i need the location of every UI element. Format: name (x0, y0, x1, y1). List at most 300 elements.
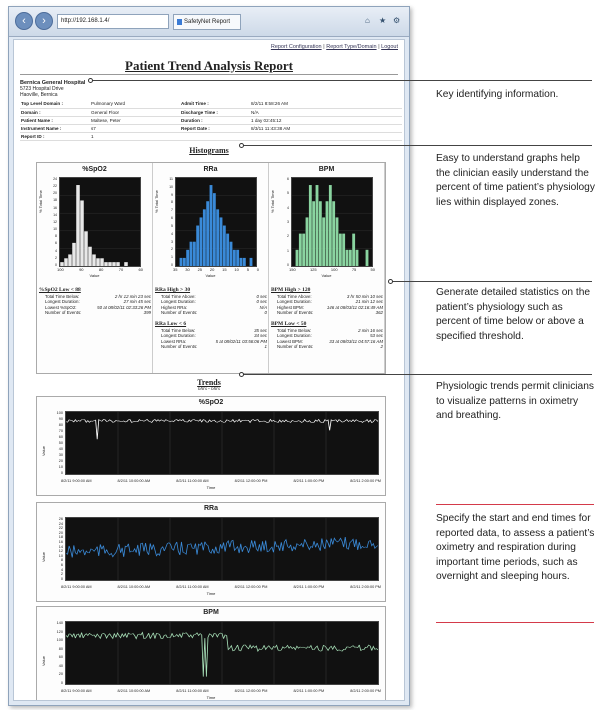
histogram-bar (329, 185, 332, 266)
address-bar[interactable]: http://192.168.1.4/ (57, 14, 169, 29)
stats-label: Total Time Below: (45, 294, 80, 299)
y-tick-label: 14 (58, 544, 63, 549)
y-tick-label: 1 (171, 255, 173, 260)
x-axis-label: Value (89, 273, 100, 278)
x-tick-label: 70 (118, 267, 124, 272)
x-tick-label: 8/2/11 1:00:00 PM (293, 689, 325, 693)
y-tick-label: 18 (58, 535, 63, 540)
info-label: Patient Name : (20, 116, 90, 124)
stats-heading: %SpO2 Low < 88 (39, 287, 81, 293)
trend-chart-rra (36, 502, 386, 602)
gear-icon[interactable]: ⚙ (393, 16, 401, 25)
histogram-bar (186, 250, 189, 266)
y-tick-label: 3 (287, 219, 289, 224)
y-tick-label: 4 (171, 231, 173, 236)
x-tick-labels (57, 267, 143, 272)
y-tick-label: 0 (287, 262, 289, 267)
callout-dot (88, 78, 93, 83)
info-label: Report ID : (20, 132, 90, 140)
x-tick-label: 25 (197, 267, 203, 272)
histogram-bar (356, 250, 359, 266)
x-tick-label: 8/2/11 12:00:00 PM (234, 479, 268, 483)
x-axis-label: Value (205, 273, 216, 278)
callout-line (243, 374, 592, 375)
info-row (20, 124, 402, 132)
x-tick-label: 8/2/11 12:00:00 PM (234, 689, 268, 693)
histogram-bar (206, 201, 209, 266)
histograms-panel (36, 162, 386, 374)
callout-dot (239, 372, 244, 377)
histograms-heading: Histograms (189, 146, 229, 155)
x-tick-label: 35 (173, 267, 178, 272)
y-tick-label: 4 (287, 205, 289, 210)
y-tick-label: 16 (58, 540, 63, 545)
info-row (20, 108, 402, 116)
stats-label: Number of Events: (161, 309, 198, 315)
stats-label: Total Time Above: (161, 294, 196, 299)
x-tick-label: 15 (222, 267, 227, 272)
stats-row (271, 344, 383, 349)
stats-heading: BPM Low < 50 (271, 321, 307, 327)
histogram-bar (108, 262, 112, 266)
y-tick-label: 2 (287, 234, 289, 239)
histogram-bar (352, 234, 355, 266)
stats-label: Highest RRa: (161, 304, 188, 310)
y-tick-label: 10 (58, 465, 63, 469)
y-tick-label: 80 (58, 646, 63, 651)
x-tick-label: 0 (256, 267, 259, 272)
x-tick-labels (289, 267, 375, 272)
y-tick-label: 20 (58, 459, 63, 463)
y-tick-label: 8 (55, 234, 57, 239)
histogram-bar (230, 242, 233, 266)
info-value (250, 132, 402, 140)
y-tick-label: 5 (287, 191, 289, 196)
histogram-title: BPM (318, 166, 335, 173)
trend-chart-bpm (36, 606, 386, 701)
stats-label: Number of Events: (161, 343, 198, 349)
histogram-bar (326, 201, 329, 266)
histogram-bar (216, 209, 219, 266)
x-tick-labels (61, 479, 381, 483)
y-tick-labels (51, 517, 63, 581)
histogram-bar (223, 226, 226, 266)
stats-label: Longest Duration: (277, 299, 312, 305)
histogram-bar (319, 201, 322, 266)
x-tick-label: 8/2/11 12:00:00 PM (234, 585, 268, 589)
trend-plot (65, 517, 379, 581)
x-tick-label: 8/2/11 11:00:00 AM (176, 689, 209, 693)
trend-title: %SpO2 (198, 399, 224, 406)
histogram-title: RRa (203, 166, 218, 173)
stats-row (39, 310, 151, 315)
histogram-plot (291, 177, 373, 267)
stats-value: 34 sec (254, 333, 267, 339)
stats-label: Longest Duration: (161, 333, 196, 339)
y-tick-label: 0 (60, 680, 63, 685)
y-tick-label: 26 (58, 517, 63, 521)
stats-value: 146 at 08/03/11 02:16:49 AM (326, 304, 383, 310)
stats-value: 0 sec (256, 294, 267, 299)
y-tick-label: 6 (60, 563, 63, 568)
x-tick-label: 50 (370, 267, 375, 272)
callout-line (436, 504, 594, 505)
stats-value: 3 hr 50 min 10 sec (346, 294, 383, 299)
histogram-bar (193, 242, 196, 266)
x-tick-label: 8/2/11 11:00:00 AM (176, 479, 209, 483)
stats-label: Total Time Below: (161, 328, 196, 333)
histogram-bar (302, 234, 305, 266)
histogram-bar (336, 217, 339, 266)
x-tick-label: 8/2/11 2:00:00 PM (350, 585, 381, 589)
callout-dot (239, 143, 244, 148)
histogram-bar (346, 250, 349, 266)
histogram-bar (349, 250, 352, 266)
histogram-bar (203, 209, 206, 266)
y-tick-label: 6 (171, 216, 173, 221)
stats-value: 53 sec (370, 333, 383, 339)
info-label: Duration : (180, 116, 250, 124)
tab-title: SafetyNet Report (184, 19, 231, 25)
x-tick-label: 80 (98, 267, 104, 272)
x-tick-label: 8/2/11 10:00:00 AM (117, 689, 151, 693)
histogram-bar (332, 201, 335, 266)
stats-value: 50 at 08/02/11 02:33:26 PM (97, 304, 151, 310)
trend-plot (65, 621, 379, 685)
x-tick-label: 100 (57, 267, 64, 272)
browser-tab[interactable] (173, 14, 241, 30)
x-axis-label: Value (321, 273, 332, 278)
x-tick-label: 90 (79, 267, 84, 272)
stats-value: 21 min 12 sec (355, 299, 383, 305)
stats-label: Longest Duration: (45, 299, 80, 305)
stats-heading: BPM High > 120 (271, 287, 311, 293)
x-tick-label: 60 (138, 267, 143, 272)
y-tick-label: 10 (58, 553, 63, 558)
hospital-address-line2: Haoville, Bernica (20, 92, 58, 98)
info-value: 8/2/11 8:58:26 AM (250, 100, 402, 108)
hospital-name: Bernica General Hospital (20, 80, 86, 86)
y-tick-label: 0 (60, 576, 63, 581)
histogram-bar (236, 250, 239, 266)
y-tick-label: 5 (171, 223, 173, 228)
x-tick-label: 8/2/11 11:00:00 AM (176, 585, 209, 589)
stats-label: Longest Duration: (161, 299, 196, 305)
callout-end-line (436, 622, 594, 623)
report-links: Report Configuration | Report Type/Domain | Logout (270, 44, 398, 50)
y-tick-label: 6 (55, 241, 57, 246)
stats-label: Total Time Below: (277, 328, 312, 333)
y-axis-label: % Total Time (270, 190, 275, 213)
y-tick-label: 1 (287, 248, 289, 253)
info-value: Pulmonary Ward (90, 100, 180, 108)
y-tick-label: 4 (55, 248, 57, 253)
x-tick-label: 100 (330, 267, 338, 272)
trends-subheading: 6hrs - 6hrs (198, 387, 220, 392)
y-tick-label: 22 (53, 184, 57, 189)
y-tick-label: 60 (58, 435, 63, 439)
histogram-bar (76, 185, 80, 266)
x-axis-label: Time (206, 591, 216, 596)
histogram-bar (88, 247, 92, 266)
y-tick-label: 0 (60, 471, 63, 475)
histogram-bar (96, 258, 100, 266)
report-configuration-link[interactable]: Report Configuration (270, 44, 322, 50)
stats-value: 0 (264, 309, 267, 315)
back-icon[interactable]: ‹ (15, 12, 33, 30)
stats-row (271, 310, 383, 315)
histogram-bar (342, 234, 345, 266)
histogram-bar (100, 258, 104, 266)
browser-window (8, 6, 410, 706)
browser-toolbar (9, 7, 409, 37)
trend-chart-spo (36, 396, 386, 496)
stats-value: N/A (259, 304, 267, 310)
logout-link[interactable]: Logout (381, 44, 398, 50)
y-tick-label: 22 (58, 526, 63, 531)
y-tick-labels (47, 177, 57, 267)
x-tick-label: 5 (246, 267, 249, 272)
histogram-bar (322, 217, 325, 266)
histogram-bar (233, 250, 236, 266)
stats-block (271, 321, 383, 349)
histogram-bar (80, 200, 84, 266)
y-tick-label: 12 (58, 549, 63, 554)
annotation-text: Key identifying information. (436, 89, 559, 100)
stats-value: 2 hr 12 min 23 sec (114, 294, 151, 299)
stats-row (155, 344, 267, 349)
stats-value: 27 min 45 sec (123, 299, 151, 305)
stats-label: Lowest RRa: (161, 338, 187, 344)
x-axis-label: Time (206, 695, 216, 700)
histogram-bar (213, 193, 216, 266)
x-tick-label: 30 (185, 267, 190, 272)
y-tick-label: 2 (171, 247, 173, 252)
y-tick-label: 8 (171, 200, 173, 205)
annotation-text: Easy to understand graphs help the clinician easily understand the percent of time patient’s physiology lies within displayed zones. (436, 153, 595, 208)
y-axis-label: Value (41, 445, 46, 456)
y-tick-label: 100 (56, 411, 63, 415)
info-value: Maltese, Peter (90, 116, 180, 124)
histogram-spo (37, 163, 153, 373)
stats-value: 5 at 08/02/11 03:56:06 PM (215, 338, 267, 344)
home-icon[interactable]: ⌂ (365, 16, 370, 25)
info-label: Top Level Domain : (20, 100, 90, 108)
annotation-text: Generate detailed statistics on the patient’s physiology such as percent of time below or above a specified threshold. (436, 287, 591, 342)
x-axis-label: Time (206, 485, 216, 490)
x-tick-label: 8/2/11 1:00:00 PM (293, 479, 325, 483)
y-tick-label: 14 (53, 212, 57, 217)
trend-plot (65, 411, 379, 475)
stats-label: Longest Duration: (277, 333, 312, 339)
histogram-bar (296, 250, 299, 266)
info-label: Instrument Name : (20, 124, 90, 132)
annotation-text: Specify the start and end times for reported data, to assess a patient’s oximetry and respiration during important time periods, such as overnight and sleeping hours. (436, 513, 595, 583)
stats-value: 35 sec (254, 328, 267, 333)
stats-label: Number of Events: (277, 343, 314, 349)
histogram-bar (243, 258, 246, 266)
stats-label: Lowest %SpO2: (45, 304, 77, 310)
y-tick-label: 50 (58, 441, 63, 445)
info-label: Discharge Time : (180, 108, 250, 116)
y-tick-label: 10 (53, 227, 57, 232)
y-tick-label: 4 (60, 567, 63, 572)
histogram-bar (210, 185, 213, 266)
stats-value: 2 min 16 sec (358, 328, 383, 333)
stats-value: 33 at 08/03/11 04:57:16 AM (329, 338, 383, 344)
trend-title: BPM (203, 609, 219, 616)
y-tick-label: 7 (171, 208, 173, 213)
info-value: N/A (250, 108, 402, 116)
info-label: Report Date : (180, 124, 250, 132)
y-tick-label: 8 (60, 558, 63, 563)
x-tick-label: 75 (351, 267, 357, 272)
x-tick-label: 8/2/11 10:00:00 AM (117, 585, 151, 589)
histogram-title: %SpO2 (82, 166, 107, 173)
stats-label: Number of Events: (45, 309, 82, 315)
histogram-bar (72, 243, 76, 266)
y-tick-label: 30 (58, 453, 63, 457)
info-label: Admit Time : (180, 100, 250, 108)
x-tick-label: 8/2/11 1:00:00 PM (293, 585, 325, 589)
y-tick-label: 0 (55, 262, 57, 267)
info-label: Domain : (20, 108, 90, 116)
y-tick-label: 18 (53, 198, 57, 203)
stats-block (155, 321, 267, 349)
stats-label: Lowest BPM: (277, 338, 303, 344)
histogram-bar (312, 201, 315, 266)
histogram-bar (240, 258, 243, 266)
y-tick-labels (163, 177, 173, 267)
y-tick-label: 120 (56, 629, 63, 634)
y-tick-label: 0 (171, 262, 173, 267)
stats-value: 1 (264, 343, 267, 349)
stats-value: 2 (380, 343, 383, 349)
y-tick-label: 60 (58, 655, 63, 660)
annotation-text: Physiologic trends permit clinicians to visualize patterns in oximetry and breathing. (436, 381, 594, 422)
histogram-bar (366, 250, 369, 266)
histogram-bar (226, 234, 229, 266)
x-tick-label: 20 (209, 267, 215, 272)
histogram-bar (220, 217, 223, 266)
y-tick-label: 70 (58, 429, 63, 433)
y-tick-label: 2 (60, 572, 63, 577)
trends-heading: Trends (197, 378, 221, 387)
x-tick-label: 8/2/11 9:00:00 AM (61, 479, 92, 483)
y-tick-label: 90 (58, 417, 63, 421)
x-tick-label: 8/2/11 2:00:00 PM (350, 479, 381, 483)
stats-heading: RRa High > 30 (155, 287, 191, 293)
stats-label: Total Time Above: (277, 294, 312, 299)
histogram-bar (190, 242, 193, 266)
histogram-bar (112, 262, 116, 266)
y-tick-label: 3 (171, 239, 173, 244)
y-tick-label: 40 (58, 447, 63, 451)
x-tick-label: 8/2/11 2:00:00 PM (350, 689, 381, 693)
callout-line (92, 80, 592, 81)
star-icon[interactable]: ★ (379, 16, 387, 25)
histogram-bar (180, 258, 183, 266)
x-tick-label: 10 (234, 267, 239, 272)
y-tick-label: 100 (56, 638, 63, 643)
histogram-bar (196, 226, 199, 266)
y-axis-label: Value (41, 655, 46, 666)
y-tick-labels (51, 411, 63, 475)
patient-info-table (20, 100, 402, 141)
histogram-bar (306, 217, 309, 266)
hospital-block (20, 80, 85, 98)
stats-block (155, 287, 267, 315)
stats-row (155, 310, 267, 315)
y-tick-labels (279, 177, 289, 267)
y-axis-label: % Total Time (38, 190, 43, 213)
callout-dot (388, 279, 393, 284)
y-tick-label: 80 (58, 423, 63, 427)
info-value: 1 (90, 132, 180, 140)
y-axis-label: % Total Time (154, 190, 159, 213)
histogram-bar (92, 254, 96, 266)
x-tick-labels (61, 585, 381, 589)
y-tick-label: 20 (58, 530, 63, 535)
x-tick-labels (61, 689, 381, 693)
x-tick-label: 8/2/11 9:00:00 AM (61, 689, 92, 693)
y-tick-label: 2 (55, 255, 57, 260)
y-tick-label: 24 (53, 177, 57, 181)
trend-title: RRa (203, 505, 218, 512)
info-row (20, 116, 402, 124)
histogram-bar (309, 185, 312, 266)
y-axis-label: Value (41, 551, 46, 562)
histogram-bar (64, 258, 68, 266)
tab-favicon-icon (177, 19, 182, 25)
callout-line (243, 145, 592, 146)
report-type-domain-link[interactable]: Report Type/Domain (326, 44, 377, 50)
histogram-bar (124, 262, 128, 266)
page-title: Patient Trend Analysis Report (125, 58, 293, 73)
y-tick-label: 16 (53, 205, 57, 210)
histogram-bar (339, 234, 342, 266)
x-tick-label: 8/2/11 10:00:00 AM (117, 479, 151, 483)
histogram-bar (183, 258, 186, 266)
y-tick-label: 11 (169, 177, 173, 181)
stats-value: 399 (143, 309, 151, 315)
y-tick-label: 20 (58, 672, 63, 677)
histogram-bar (316, 185, 319, 266)
histogram-bar (116, 262, 120, 266)
info-value: 8/3/11 11:43:38 AM (250, 124, 402, 132)
histogram-bar (68, 254, 72, 266)
histogram-bar (60, 262, 64, 266)
info-row (20, 100, 402, 108)
y-tick-labels (51, 621, 63, 685)
forward-icon[interactable]: › (35, 12, 53, 30)
report-page (13, 39, 405, 701)
histogram-bar (104, 262, 108, 266)
x-tick-label: 8/2/11 9:00:00 AM (61, 585, 92, 589)
y-tick-label: 9 (171, 192, 173, 197)
histogram-bar (84, 231, 88, 266)
info-value: General Floor (90, 108, 180, 116)
histogram-bar (200, 217, 203, 266)
info-label (180, 132, 250, 140)
stats-value: 362 (375, 309, 383, 315)
y-tick-label: 6 (287, 177, 289, 181)
y-tick-label: 20 (53, 191, 57, 196)
y-tick-label: 140 (56, 621, 63, 625)
y-tick-label: 40 (58, 663, 63, 668)
stats-block (39, 287, 151, 315)
x-tick-label: 125 (309, 267, 317, 272)
